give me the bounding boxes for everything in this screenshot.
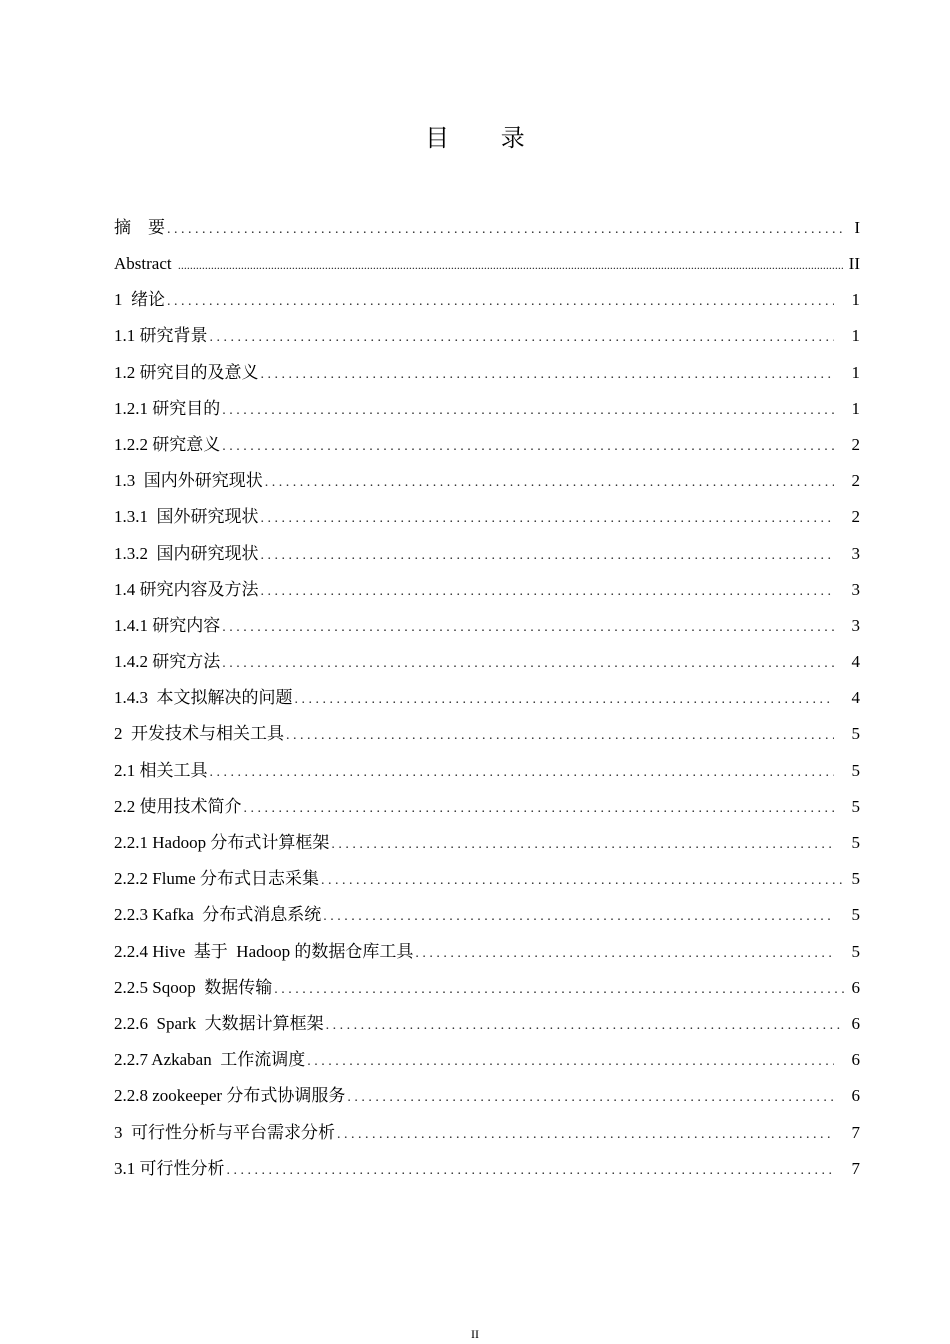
toc-dot-leader [244,791,835,825]
toc-entry-page-number: 2 [851,434,860,454]
page-title: 目 录 [425,124,547,152]
toc-entry-page-number: 2 [851,507,860,527]
toc-dot-leader [321,863,844,897]
toc-entry[interactable] [114,1078,860,1114]
toc-entry[interactable] [114,536,860,572]
toc-entry[interactable] [114,753,860,789]
toc-entry-page-number: 6 [851,977,860,997]
toc-entry-label: 1.3 国内外研究现状 [114,471,263,491]
toc-entry-label: 2.2.3 Kafka 分布式消息系统 [114,905,322,925]
toc-entry-label: 1.1 研究背景 [114,326,208,346]
toc-entry-label: 1.3.2 国内研究现状 [114,543,259,563]
toc-entry-page-number: 5 [851,941,860,961]
toc-dot-leader [261,501,835,535]
toc-dot-leader [415,936,834,970]
toc-entry-label: 1.4 研究内容及方法 [114,579,259,599]
toc-entry[interactable] [114,970,860,1006]
toc-entry-page-number: 7 [851,1122,860,1142]
toc-dot-leader [323,899,834,933]
toc-entry[interactable] [114,789,860,825]
toc-dot-leader [178,247,843,282]
toc-entry-label: 2.2.2 Flume 分布式日志采集 [114,869,319,889]
toc-entry-page-number: 4 [851,688,860,708]
toc-dot-leader [167,212,844,246]
toc-dot-leader [222,610,834,644]
toc-entry[interactable] [114,934,860,970]
toc-dot-leader [210,320,835,354]
toc-dot-leader [167,284,834,318]
toc-entry-page-number: 3 [851,543,860,563]
toc-dot-leader [326,1008,844,1042]
toc-entry-label: 2.2 使用技术简介 [114,796,242,816]
toc-entry[interactable] [114,680,860,716]
toc-entry[interactable] [114,716,860,752]
toc-entry[interactable] [114,210,860,246]
footer-page-number: II [471,1327,479,1341]
toc-entry-label: 2 开发技术与相关工具 [114,724,284,744]
toc-entry-page-number: 5 [851,869,860,889]
toc-entry-page-number: 6 [851,1013,860,1033]
toc-dot-leader [307,1044,834,1078]
toc-entry-label: 1.4.3 本文拟解决的问题 [114,688,293,708]
toc-entry-label: Abstract [114,254,176,273]
toc-entry-page-number: 7 [851,1158,860,1178]
toc-entry[interactable] [114,463,860,499]
toc-entry-page-number: 3 [851,579,860,599]
toc-entry-label: 2.2.1 Hadoop 分布式计算框架 [114,833,330,852]
toc-entry[interactable] [114,644,860,680]
toc-entry[interactable] [114,1151,860,1187]
toc-dot-leader [331,827,834,861]
toc-entry[interactable] [114,355,860,391]
toc-dot-leader [295,682,835,716]
toc-entry-page-number: 5 [851,833,860,852]
toc-dot-leader [286,718,834,752]
toc-entry-label: 2.2.4 Hive 基于 Hadoop 的数据仓库工具 [114,941,414,961]
toc-entry-label: 2.2.7 Azkaban 工作流调度 [114,1050,306,1070]
toc-entry-label: 1.2.1 研究目的 [114,398,221,418]
toc-entry[interactable] [114,427,860,463]
toc-dot-leader [222,429,834,463]
toc-entry-page-number: 1 [851,362,860,382]
toc-dot-leader [261,574,835,608]
toc-dot-leader [261,538,835,572]
toc-dot-leader [265,465,834,499]
toc-entry-label: 2.1 相关工具 [114,760,208,780]
toc-entry[interactable] [114,897,860,933]
toc-entry-page-number: 5 [851,760,860,780]
toc-entry-page-number: 1 [851,326,860,346]
toc-entry-label: 2.2.8 zookeeper 分布式协调服务 [114,1086,346,1106]
toc-entry-label: 3.1 可行性分析 [114,1158,225,1178]
toc-entry-label: 1.4.2 研究方法 [114,652,221,672]
toc-entry-label: 1.4.1 研究内容 [114,615,221,635]
toc-entry-page-number: 6 [851,1050,860,1070]
toc-dot-leader [210,755,835,789]
toc-entry-page-number: II [848,254,860,273]
toc-entry-label: 1.2 研究目的及意义 [114,362,259,382]
toc-entry-page-number: 5 [851,905,860,925]
toc-dot-leader [274,972,844,1006]
toc-entry-page-number: 5 [851,796,860,816]
toc-entry-page-number: I [854,218,860,237]
toc-dot-leader [222,646,834,680]
toc-entry[interactable] [114,499,860,535]
toc-entry-page-number: 1 [851,398,860,418]
toc-dot-leader [222,393,834,427]
toc-dot-leader [337,1117,834,1151]
toc-entry[interactable] [114,282,860,318]
toc-entry[interactable] [114,318,860,354]
toc-entry-label: 摘 要 [114,218,165,237]
toc-entry[interactable] [114,608,860,644]
table-of-contents [114,210,860,1187]
toc-entry[interactable] [114,861,860,897]
toc-entry-page-number: 1 [851,290,860,310]
toc-dot-leader [227,1153,835,1187]
toc-entry-label: 2.2.6 Spark 大数据计算框架 [114,1013,324,1033]
toc-entry-page-number: 5 [851,724,860,744]
toc-entry-label: 1.3.1 国外研究现状 [114,507,259,527]
toc-entry[interactable] [114,1042,860,1078]
toc-entry-label: 1 绪论 [114,290,165,310]
toc-entry[interactable] [114,1006,860,1042]
toc-entry-page-number: 3 [851,615,860,635]
toc-entry-label: 1.2.2 研究意义 [114,434,221,454]
toc-entry-label: 3 可行性分析与平台需求分析 [114,1122,335,1142]
toc-entry-page-number: 2 [851,471,860,491]
toc-entry[interactable] [114,825,860,861]
toc-entry-page-number: 6 [851,1086,860,1106]
toc-entry-page-number: 4 [851,652,860,672]
toc-entry[interactable] [114,246,860,282]
toc-dot-leader [261,357,835,391]
toc-entry[interactable] [114,391,860,427]
toc-dot-leader [347,1080,834,1114]
toc-entry[interactable] [114,572,860,608]
toc-entry-label: 2.2.5 Sqoop 数据传输 [114,977,273,997]
toc-entry[interactable] [114,1115,860,1151]
